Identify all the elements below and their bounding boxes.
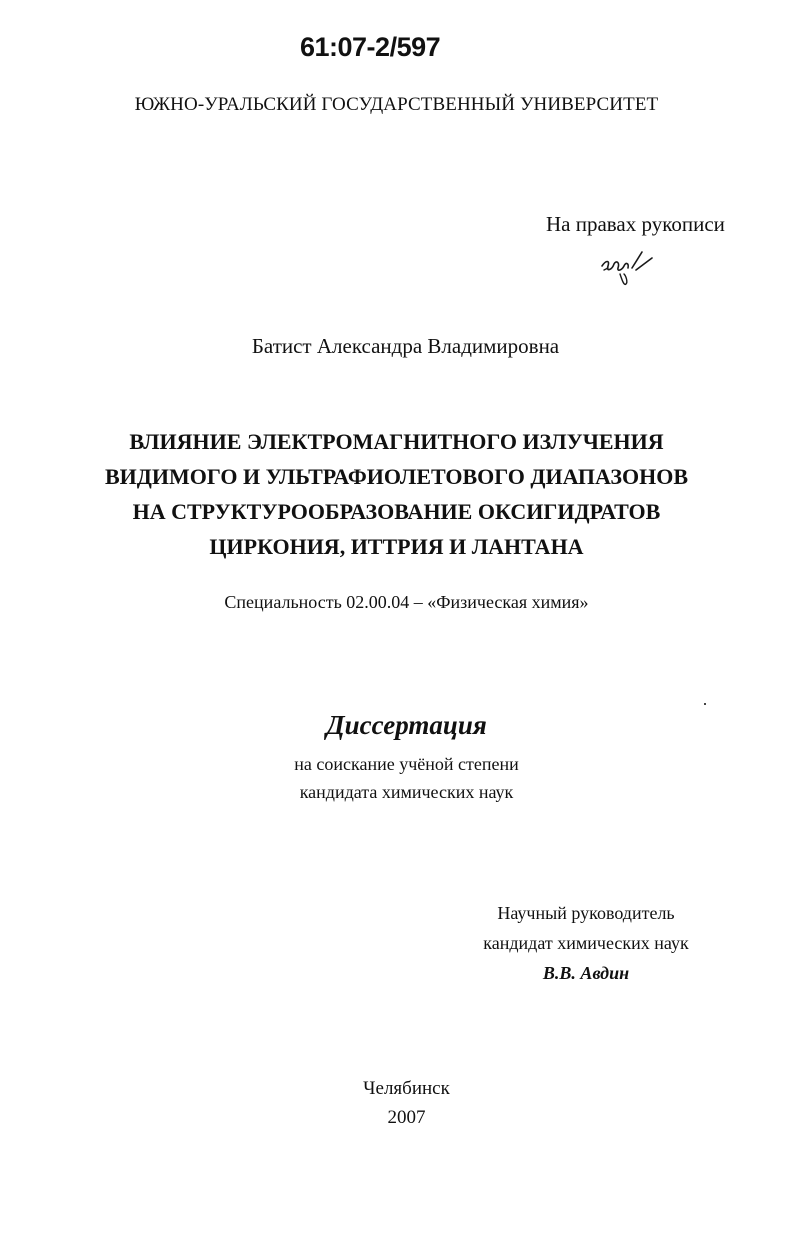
supervisor-degree: кандидат химических наук	[483, 933, 689, 953]
title-line: НА СТРУКТУРООБРАЗОВАНИЕ ОКСИГИДРАТОВ	[132, 499, 661, 524]
specialty: Специальность 02.00.04 – «Физическая химия»	[224, 592, 589, 612]
degree-line: на соискание учёной степени	[294, 754, 519, 774]
work-type: Диссертация	[326, 710, 487, 740]
title-line: ЦИРКОНИЯ, ИТТРИЯ И ЛАНТАНА	[209, 534, 584, 559]
supervisor-block	[456, 898, 716, 988]
city: Челябинск	[363, 1078, 450, 1099]
catalog-number: 61:07-2/597	[300, 32, 441, 62]
dissertation-title	[0, 424, 793, 564]
title-line: ВЛИЯНИЕ ЭЛЕКТРОМАГНИТНОГО ИЗЛУЧЕНИЯ	[129, 429, 664, 454]
scan-speck	[704, 703, 706, 705]
degree-line: кандидата химических наук	[299, 782, 514, 802]
supervisor-role: Научный руководитель	[497, 903, 675, 923]
university-name: ЮЖНО-УРАЛЬСКИЙ ГОСУДАРСТВЕННЫЙ УНИВЕРСИТЕТ	[134, 94, 659, 115]
title-line: ВИДИМОГО И УЛЬТРАФИОЛЕТОВОГО ДИАПАЗОНОВ	[104, 464, 688, 489]
signature-icon	[596, 246, 656, 290]
year: 2007	[387, 1107, 426, 1128]
place-and-year	[0, 1074, 793, 1132]
supervisor-name: В.В. Авдин	[542, 963, 630, 983]
degree-sought	[0, 750, 793, 806]
author-name: Батист Александра Владимировна	[251, 334, 560, 358]
manuscript-note: На правах рукописи	[546, 212, 725, 236]
